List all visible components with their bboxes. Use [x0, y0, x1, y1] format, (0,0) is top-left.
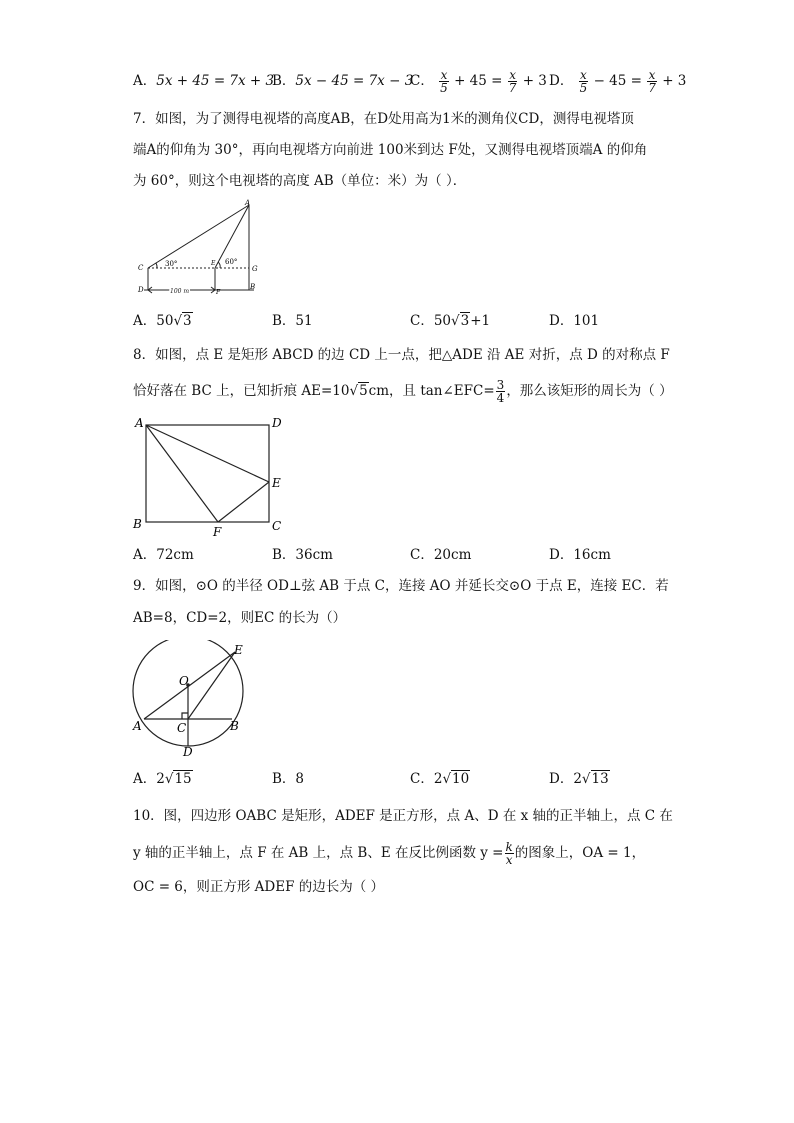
- q7-text-line3: 为 60°，则这个电视塔的高度 AB（单位：米）为（ ）．: [133, 173, 467, 189]
- q8-figure: [128, 410, 288, 542]
- q8-label-a: A: [135, 416, 144, 430]
- q9-option-a: A．2√15: [133, 771, 192, 787]
- q9-text-line1: 9．如图，⊙O 的半径 OD⊥弦 AB 于点 C，连接 AO 并延长交⊙O 于点 E，连接 EC．若: [133, 578, 669, 594]
- q7-label-f: F: [216, 289, 221, 296]
- q9-figure: [128, 640, 288, 762]
- q7-angle-30: 30°: [165, 260, 178, 268]
- q9-option-b: B．8: [272, 771, 305, 787]
- q8-label-d: D: [272, 416, 282, 430]
- q8-label-e: E: [272, 476, 281, 490]
- q7-option-c: C．50√3+1: [410, 313, 491, 329]
- q7-text-line1: 7．如图，为了测得电视塔的高度AB，在D处用高为1米的测角仪CD，测得电视塔顶: [133, 111, 634, 127]
- q8-text-line1: 8．如图，点 E 是矩形 ABCD 的边 CD 上一点，把△ADE 沿 AE 对折，点 D 的对称点 F: [133, 347, 670, 363]
- q8-label-c: C: [272, 519, 282, 533]
- q7-text-line2: 端A的仰角为 30°，再向电视塔方向前进 100米到达 F处，又测得电视塔顶端A 的仰角: [133, 142, 648, 158]
- q7-label-b: B: [250, 283, 256, 291]
- q9-text-line2: AB=8，CD=2，则EC 的长为（）: [133, 610, 347, 626]
- q9-label-a: A: [133, 719, 142, 733]
- q7-label-d: D: [138, 286, 144, 294]
- q9-option-c: C．2√10: [410, 771, 470, 787]
- q7-angle-60: 60°: [225, 258, 238, 266]
- q8-text-line2: 恰好落在 BC 上，已知折痕 AE=10√5cm，且 tan∠EFC= $\frac{3}{4}$ ，那么该矩形的周长为（ ）: [133, 378, 673, 405]
- q7-option-d: D．101: [549, 313, 600, 329]
- q7-label-g: G: [252, 265, 258, 273]
- q6-option-b: B．5x − 45 = 7x − 3: [272, 73, 414, 89]
- q10-text-line3: OC = 6，则正方形 ADEF 的边长为（ ）: [133, 879, 385, 895]
- q7-figure: [130, 196, 270, 300]
- q10-text-line2: y 轴的正半轴上，点 F 在 AB 上，点 B、E 在反比例函数 y = $\frac{k}{x}$ 的图象上，OA = 1，: [133, 840, 646, 867]
- q9-label-c: C: [177, 721, 187, 735]
- q8-option-b: B．36cm: [272, 547, 333, 563]
- q8-label-f: F: [213, 525, 222, 539]
- q8-label-b: B: [133, 517, 142, 531]
- q10-text-line1: 10．图，四边形 OABC 是矩形，ADEF 是正方形，点 A、D 在 x 轴的正半轴上，点 C 在: [133, 808, 673, 824]
- q7-label-c: C: [138, 264, 144, 272]
- q7-distance-label: 100 m: [170, 288, 190, 295]
- q7-option-a: A．50√3: [133, 313, 192, 329]
- q7-option-b: B．51: [272, 313, 313, 329]
- q8-option-a: A．72cm: [133, 547, 194, 563]
- q9-label-e: E: [234, 643, 243, 657]
- q8-option-d: D．16cm: [549, 547, 611, 563]
- q9-option-d: D．2√13: [549, 771, 609, 787]
- q9-label-b: B: [230, 719, 239, 733]
- q6-option-d: D． $\frac{x}{5}$ − 45 = $\frac{x}{7}$ + 3: [549, 68, 687, 95]
- q6-option-a: A．5x + 45 = 7x + 3: [133, 73, 275, 89]
- q7-label-a: A: [245, 199, 251, 207]
- q9-label-d: D: [183, 745, 193, 759]
- q8-option-c: C．20cm: [410, 547, 472, 563]
- q7-label-e: E: [211, 260, 216, 267]
- q9-label-o: O: [179, 674, 189, 688]
- q6-option-c: C． $\frac{x}{5}$ + 45 = $\frac{x}{7}$ + 3: [410, 68, 547, 95]
